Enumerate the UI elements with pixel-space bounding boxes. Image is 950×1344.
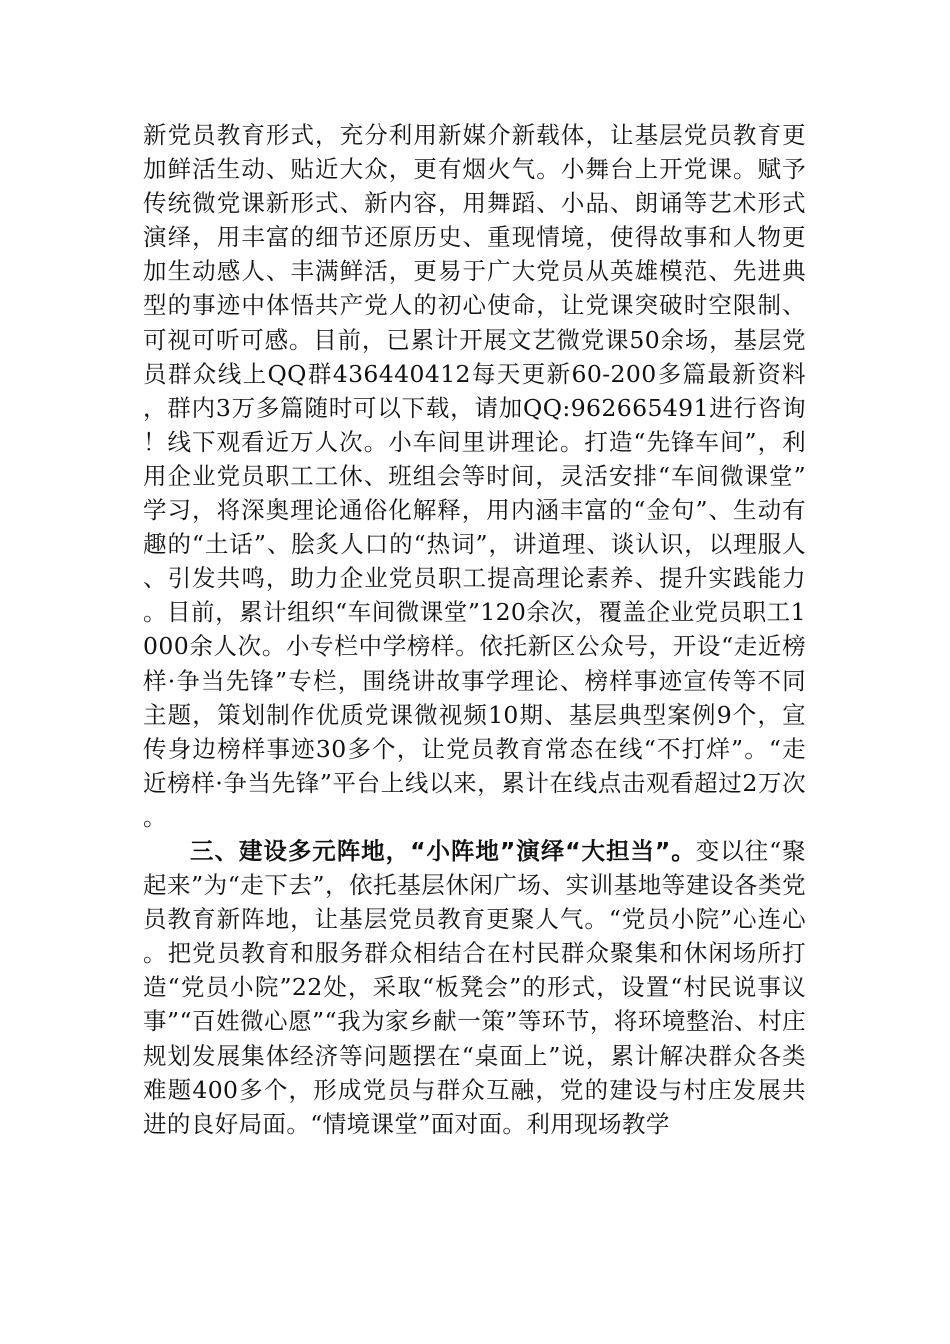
section-heading: 三、建设多元阵地，“小阵地”演绎“大担当”。 [190,836,696,865]
body-paragraph: 新党员教育形式，充分利用新媒介新载体，让基层党员教育更加鲜活生动、贴近大众，更有烟火气。小舞台上开党课。赋予传统微党课新形式、新内容，用舞蹈、小品、朗诵等艺术形式演绎，用丰富的细节还原历史、重现情境，使得故事和人物更加生动感人、丰满鲜活，更易于广大党员从英雄模范、先进典型的事迹中体悟共产党人的初心使命，让党课突破时空限制、可视可听可感。目前，已累计开展文艺微党课50余场，基层党员群众线上QQ群436440412每天更新60-200多篇最新资料，群内3万多篇随时可以下载，请加QQ:962665491进行咨询！线下观看近万人次。小车间里讲理论。打造“先锋车间”，利用企业党员职工工休、班组会等时间，灵活安排“车间微课堂”学习，将深奥理论通俗化解释，用内涵丰富的“金句”、生动有趣的“土话”、脍炙人口的“热词”，讲道理、谈认识，以理服人、引发共鸣，助力企业党员职工提高理论素养、提升实践能力。目前，累计组织“车间微课堂”120余次，覆盖企业党员职工1000余人次。小专栏中学榜样。依托新区公众号，开设“走近榜样·争当先锋”专栏，围绕讲故事学理论、榜样事迹宣传等不同主题，策划制作优质党课微视频10期、基层典型案例9个，宣传身边榜样事迹30多个，让党员教育常态在线“不打烊”。“走近榜样·争当先锋”平台上线以来，累计在线点击观看超过2万次。 [143,121,806,831]
section-paragraph [143,834,806,1141]
section-body-text: 变以往“聚起来”为“走下去”，依托基层休闲广场、实训基地等建设各类党员教育新阵地，让基层党员教育更聚人气。“党员小院”心连心。把党员教育和服务群众相结合在村民群众聚集和休闲场所打造“党员小院”22处，采取“板凳会”的形式，设置“村民说事议事”“百姓微心愿”“我为家乡献一策”等环节，将环境整治、村庄规划发展集体经济等问题摆在“桌面上”说，累计解决群众各类难题400多个，形成党员与群众互融，党的建设与村庄发展共进的良好局面。“情境课堂”面对面。利用现场教学 [143,836,806,1138]
document-page [143,118,806,1141]
